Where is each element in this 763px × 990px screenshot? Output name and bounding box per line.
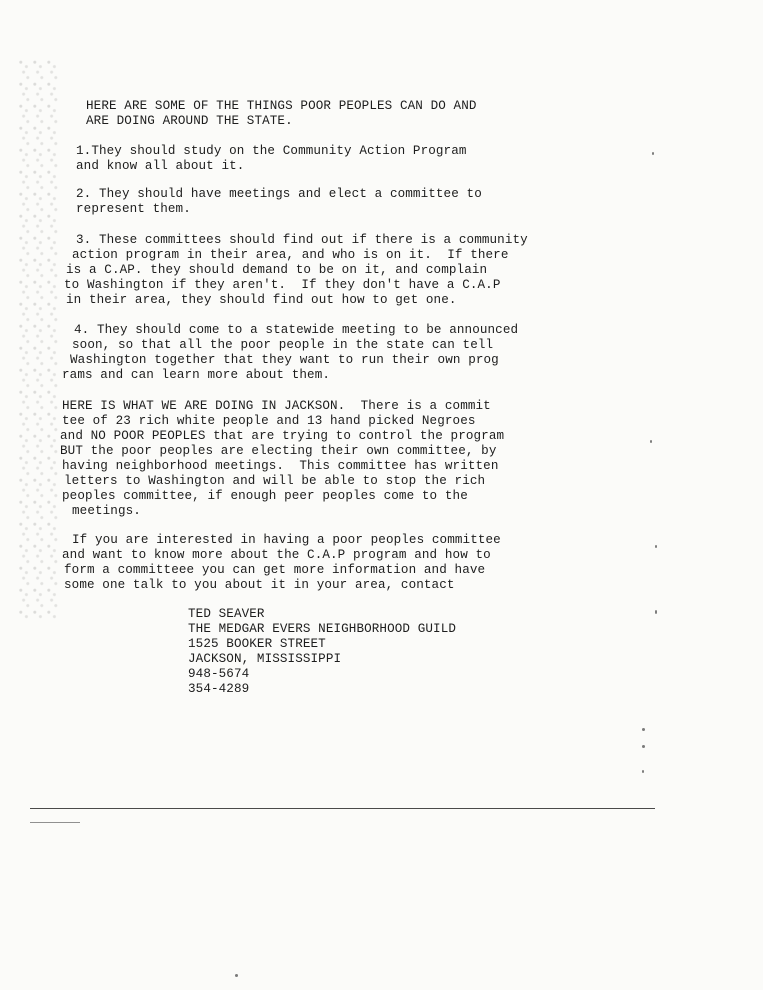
- contact-name: TED SEAVER: [188, 607, 265, 621]
- interest-line: If you are interested in having a poor peoples committee: [72, 533, 501, 547]
- bottom-rule: [30, 808, 655, 809]
- jackson-line: meetings.: [72, 504, 141, 518]
- item-line: represent them.: [76, 202, 191, 216]
- speck: [655, 545, 657, 548]
- jackson-line: letters to Washington and will be able to stop the rich: [64, 474, 486, 488]
- speck: [235, 974, 238, 977]
- heading-line: ARE DOING AROUND THE STATE.: [86, 114, 293, 128]
- interest-line: form a committeee you can get more information and have: [64, 563, 486, 577]
- contact-phone: 354-4289: [188, 682, 250, 696]
- speck: [642, 728, 645, 731]
- item-line: 4. They should come to a statewide meeting to be announced: [74, 323, 519, 337]
- item-line: in their area, they should find out how to get one.: [66, 293, 457, 307]
- speck: [652, 152, 654, 155]
- speck: [642, 745, 645, 748]
- jackson-line: and NO POOR PEOPLES that are trying to control the program: [60, 429, 505, 443]
- item-line: rams and can learn more about them.: [62, 368, 331, 382]
- heading-line: HERE ARE SOME OF THE THINGS POOR PEOPLES CAN DO AND: [86, 99, 477, 113]
- bottom-rule-short: [30, 822, 80, 823]
- interest-line: some one talk to you about it in your area, contact: [64, 578, 455, 592]
- item-line: action program in their area, and who is on it. If there: [72, 248, 509, 262]
- interest-line: and want to know more about the C.A.P program and how to: [62, 548, 491, 562]
- speck: [655, 610, 657, 614]
- contact-organization: THE MEDGAR EVERS NEIGHBORHOOD GUILD: [188, 622, 457, 636]
- jackson-line: peoples committee, if enough peer peoples come to the: [62, 489, 468, 503]
- contact-phone: 948-5674: [188, 667, 250, 681]
- item-line: 1.They should study on the Community Action Program: [76, 144, 467, 158]
- item-line: is a C.AP. they should demand to be on it, and complain: [66, 263, 488, 277]
- item-line: 3. These committees should find out if there is a community: [76, 233, 528, 247]
- item-line: to Washington if they aren't. If they don't have a C.A.P: [64, 278, 501, 292]
- speck: [650, 440, 652, 443]
- speck: [642, 770, 644, 773]
- jackson-line: tee of 23 rich white people and 13 hand picked Negroes: [62, 414, 476, 428]
- item-line: and know all about it.: [76, 159, 245, 173]
- jackson-line: BUT the poor peoples are electing their own committee, by: [60, 444, 497, 458]
- jackson-line: having neighborhood meetings. This committee has written: [62, 459, 499, 473]
- item-line: soon, so that all the poor people in the state can tell: [72, 338, 494, 352]
- item-line: Washington together that they want to run their own prog: [70, 353, 499, 367]
- margin-smudge: [18, 60, 58, 620]
- jackson-line: HERE IS WHAT WE ARE DOING IN JACKSON. There is a commit: [62, 399, 491, 413]
- contact-city: JACKSON, MISSISSIPPI: [188, 652, 342, 666]
- contact-street: 1525 BOOKER STREET: [188, 637, 326, 651]
- item-line: 2. They should have meetings and elect a committee to: [76, 187, 482, 201]
